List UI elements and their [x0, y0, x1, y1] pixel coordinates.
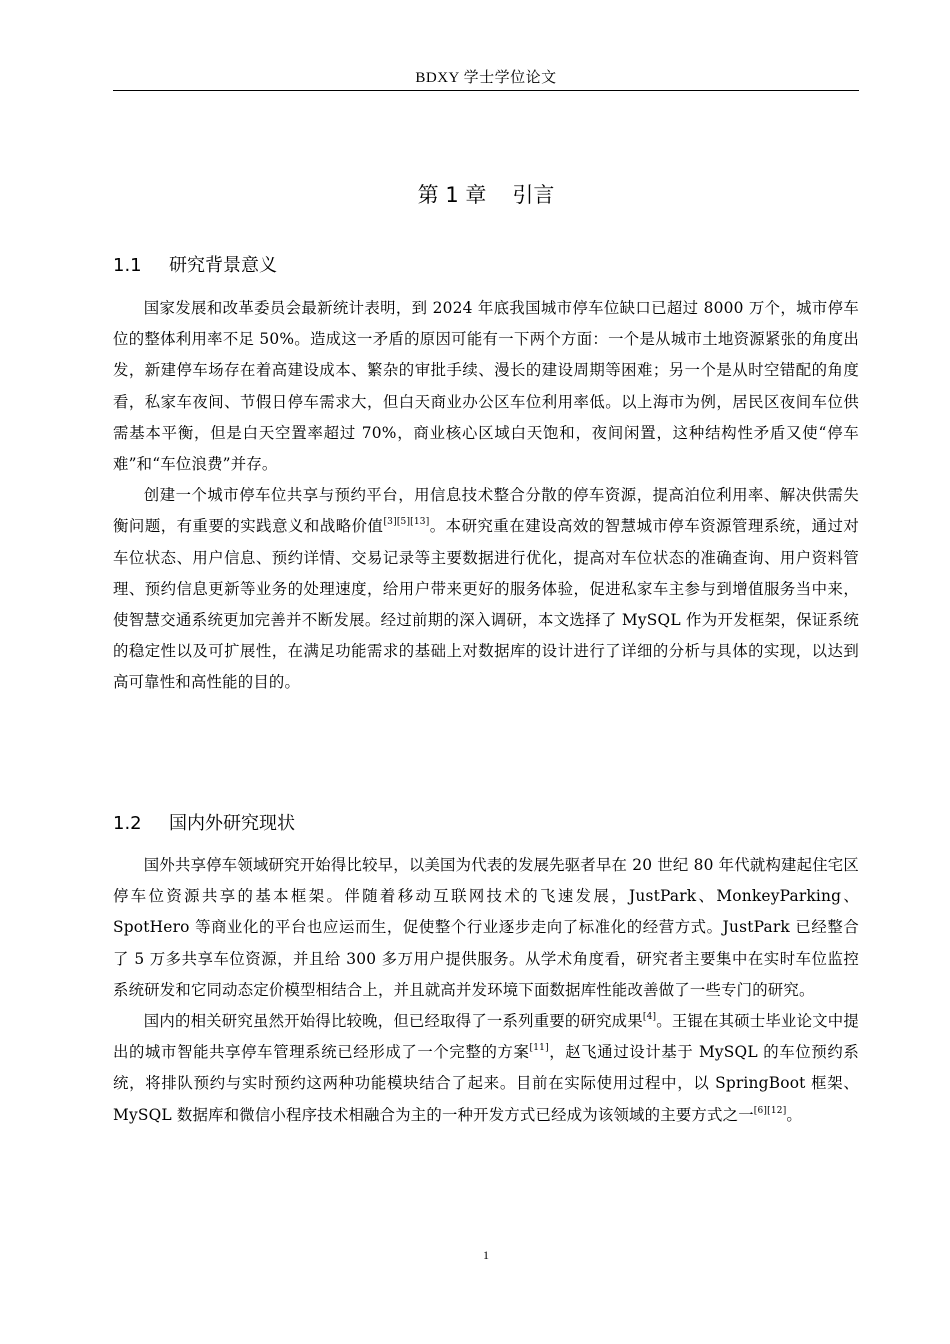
chapter-name: 引言: [512, 183, 555, 207]
page-number: 1: [483, 1248, 489, 1262]
paragraph-text: 国内的相关研究虽然开始得比较晚，但已经取得了一系列重要的研究成果: [143, 1012, 643, 1031]
section-title: 国内外研究现状: [169, 813, 295, 834]
section-title: 研究背景意义: [169, 255, 277, 276]
citation-ref: [4]: [642, 1012, 657, 1023]
citation-ref: [6][12]: [753, 1105, 787, 1116]
section-heading-1-1: [113, 252, 859, 280]
chapter-title: [113, 179, 859, 211]
paragraph-text: 。王锟在其硕士毕业论文中提出的城市智能共享停车管理系统已经形成了一个完整的方案: [113, 1012, 859, 1062]
paragraph-foreign-research: 国外共享停车领域研究开始得比较早，以美国为代表的发展先驱者早在 20 世纪 80 年代就构建起住宅区停车位资源共享的基本框架。伴随着移动互联网技术的飞速发展，JustPark、MonkeyParking、SpotHero 等商业化的平台也应运而生，促使整个行业逐步走向了标准化的经营方式。JustPark 已经整合了 5 万多共享车位资源，并且给 300 多万用户提供服务。从学术角度看，研究者主要集中在实时车位监控系统研发和它同动态定价模型相结合上，并且就高并发环境下面数据库性能改善做了一些专门的研究。: [113, 856, 859, 999]
paragraph-domestic-research: [113, 1006, 859, 1131]
paragraph-background: 国家发展和改革委员会最新统计表明，到 2024 年底我国城市停车位缺口已超过 8000 万个，城市停车位的整体利用率不足 50%。造成这一矛盾的原因可能有一下两个方面：一个是从城市土地资源紧张的角度出发，新建停车场存在着高建设成本、繁杂的审批手续、漫长的建设周期等困难；另一个是从时空错配的角度看，私家车夜间、节假日停车需求大，但白天商业办公区车位利用率低。以上海市为例，居民区夜间车位供需基本平衡，但是白天空置率超过 70%，商业核心区域白天饱和，夜间闲置，这种结构性矛盾又使“停车难”和“车位浪费”并存。: [113, 299, 859, 474]
paragraph-text: 。: [786, 1105, 802, 1124]
header-divider: [113, 90, 859, 91]
section-heading-1-2: [113, 810, 859, 838]
paragraph-text: 。本研究重在建设高效的智慧城市停车资源管理系统，通过对车位状态、用户信息、预约详情、交易记录等主要数据进行优化，提高对车位状态的准确查询、用户资料管理、预约信息更新等业务的处理速度，给用户带来更好的服务体验，促进私家车主参与到增值服务当中来，使智慧交通系统更加完善并不断发展。经过前期的深入调研，本文选择了 MySQL 作为开发框架，保证系统的稳定性以及可扩展性，在满足功能需求的基础上对数据库的设计进行了详细的分析与具体的实现，以达到高可靠性和高性能的目的。: [113, 517, 860, 692]
paragraph-significance: [113, 480, 859, 698]
section-number: 1.1: [113, 255, 142, 276]
running-header: BDXY 学士学位论文: [415, 70, 557, 86]
section-number: 1.2: [113, 813, 142, 834]
section-1-1-body: [113, 293, 859, 699]
chapter-label: 第 1 章: [417, 183, 487, 207]
paragraph-text: 创建一个城市停车位共享与预约平台，用信息技术整合分散的停车资源，提高泊位利用率、解决供需失衡问题，有重要的实践意义和战略价值: [113, 486, 859, 536]
citation-ref: [3][5][13]: [383, 517, 430, 528]
citation-ref: [11]: [529, 1043, 549, 1054]
section-1-2-body: [113, 850, 859, 1131]
paragraph-text: ，赵飞通过设计基于 MySQL 的车位预约系统，将排队预约与实时预约这两种功能模块结合了起来。目前在实际使用过程中，以 SpringBoot 框架、MySQL 数据库和微信小程序技术相融合为主的一种开发方式已经成为该领域的主要方式之一: [113, 1043, 859, 1124]
